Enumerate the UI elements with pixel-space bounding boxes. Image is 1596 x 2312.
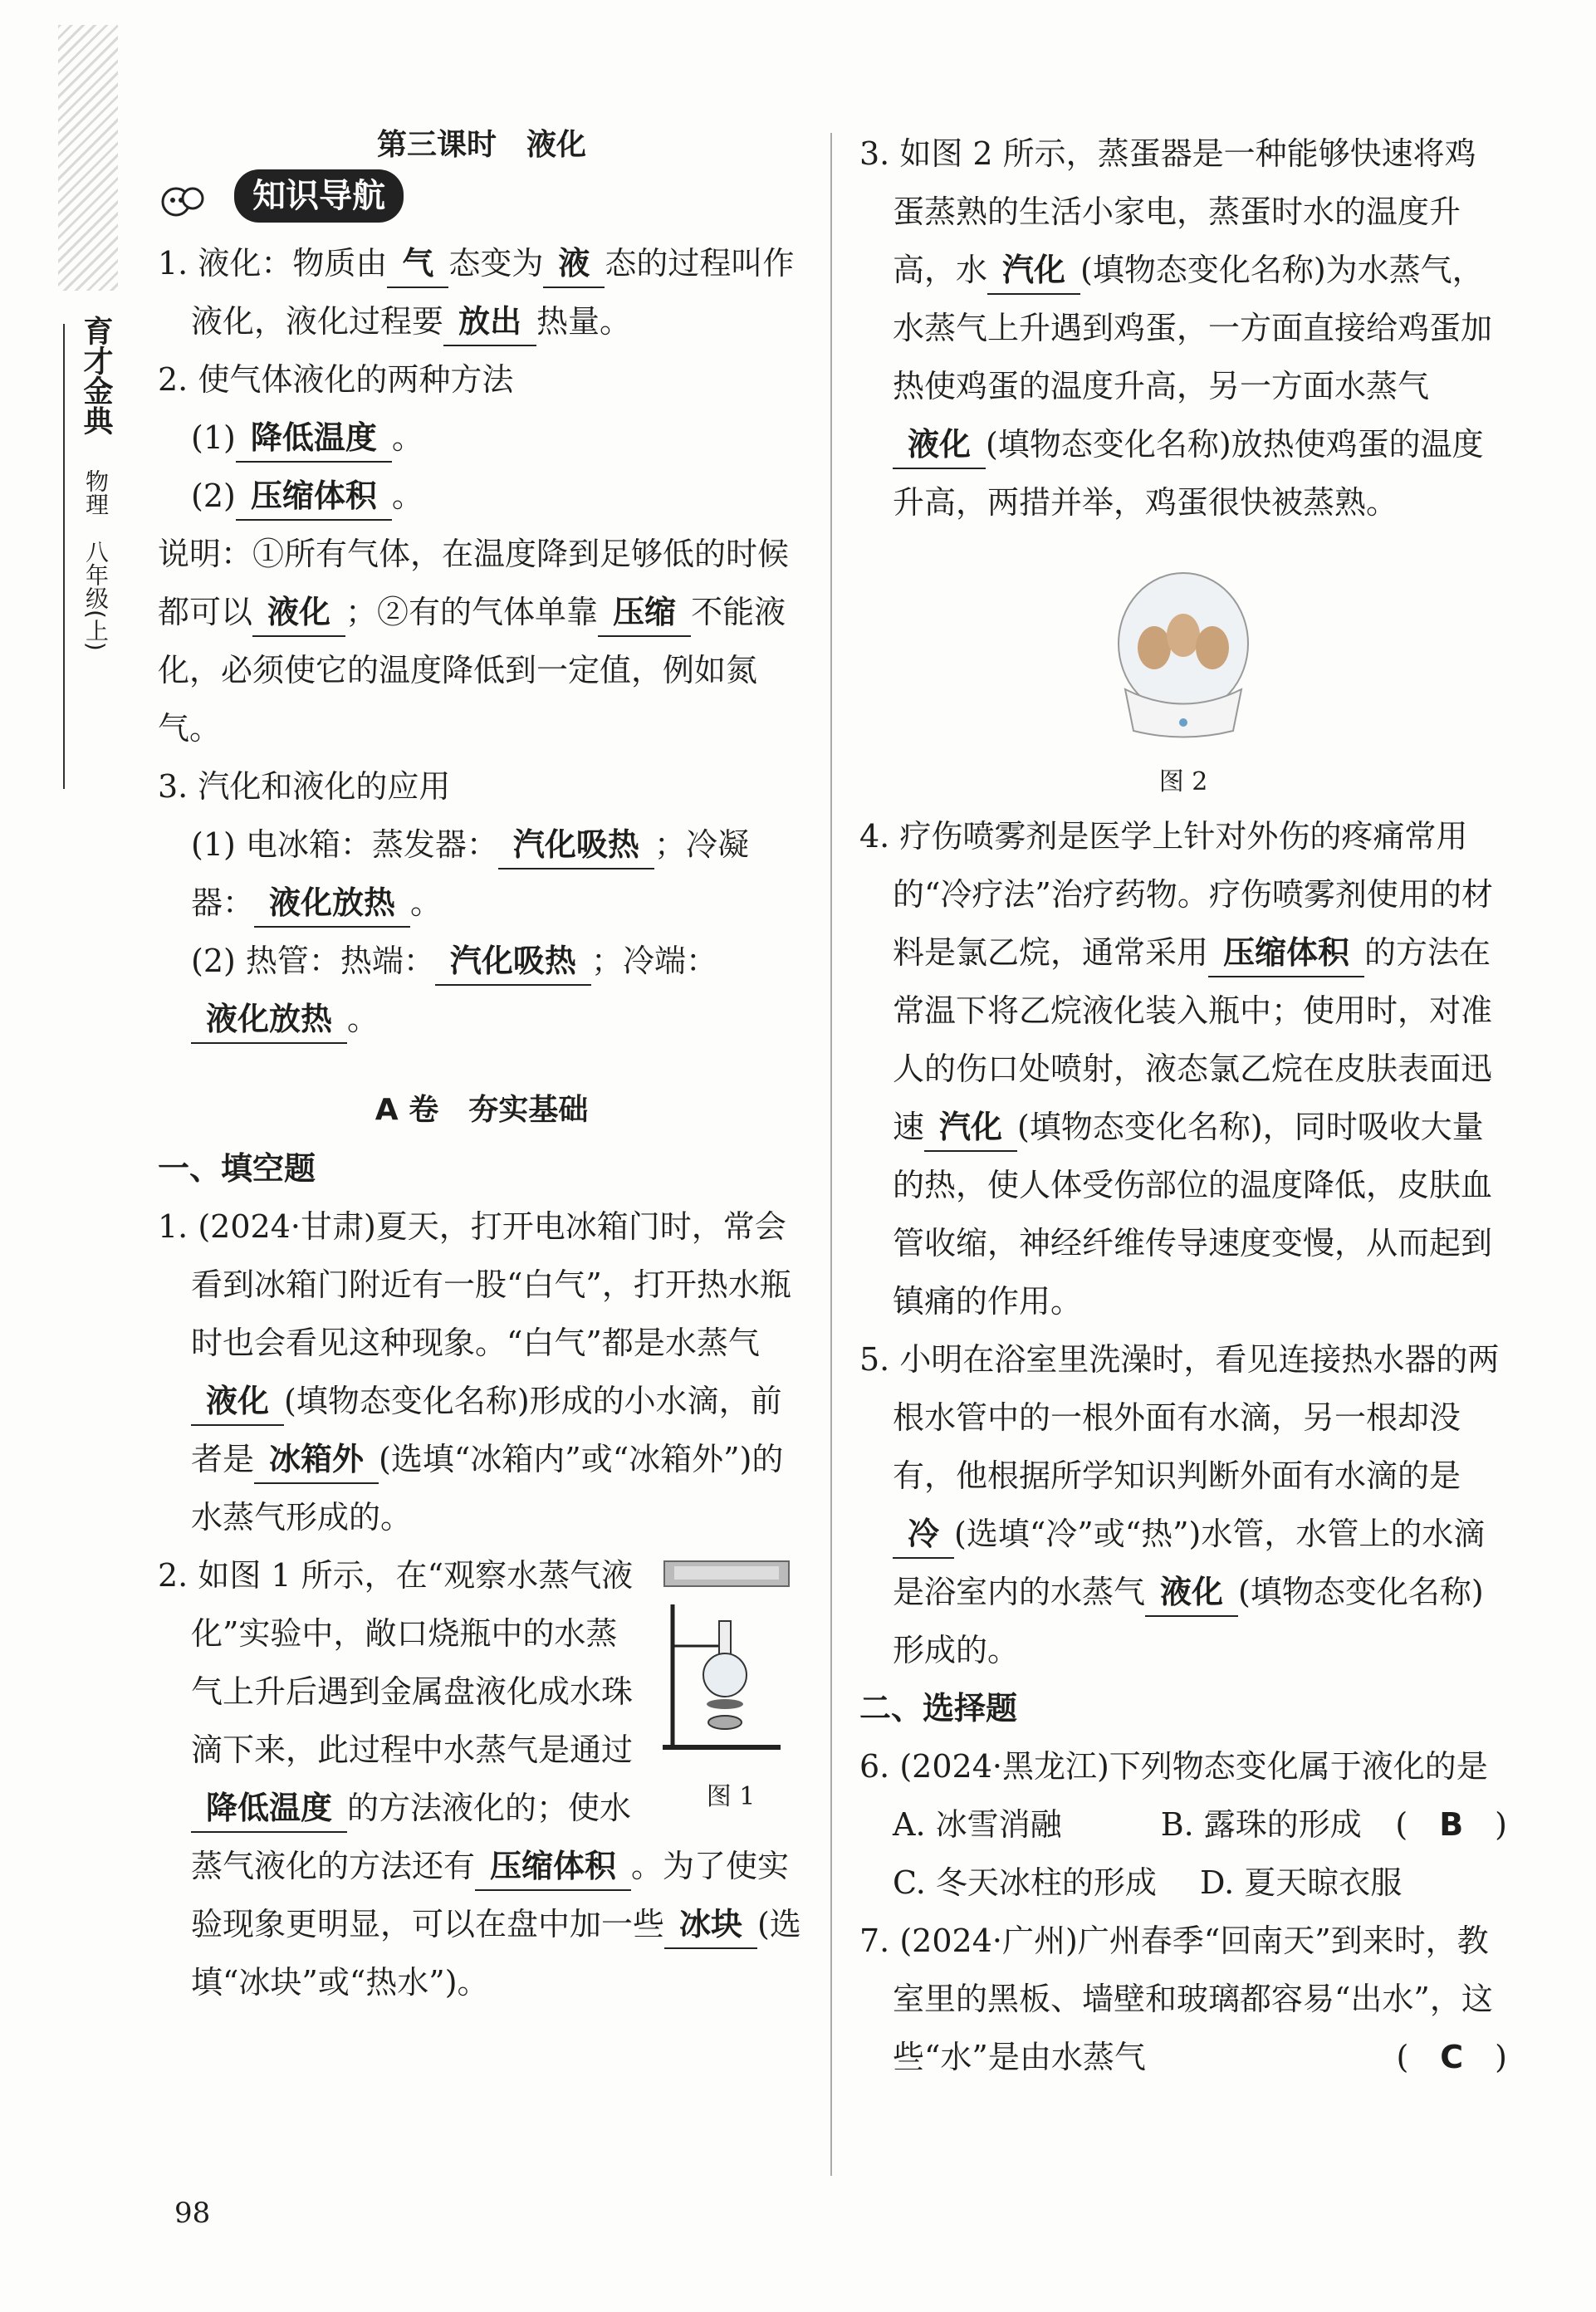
- q6-option-b: B. 露珠的形成: [1160, 1806, 1362, 1843]
- q7-answer: C: [1440, 2039, 1464, 2075]
- q6-options-row-1: [859, 1795, 1428, 1854]
- q1-answer-1: 液化: [191, 1378, 284, 1426]
- subject: 物理: [82, 469, 110, 516]
- sidebar-line: [63, 324, 65, 789]
- q6-option-c: C. 冬天冰柱的形成: [893, 1864, 1157, 1901]
- q5-pre: 5. 小明在浴室里洗澡时，看见连接热水器的两根水管中的一根外面有水滴，另一根却没有，他根据所学知识判断外面有水滴的是: [859, 1341, 1500, 1494]
- k1-mid: 态变为: [448, 245, 544, 282]
- k2-note-answer-1: 液化: [252, 589, 345, 637]
- k3-r1-mid: ；冷凝器：: [191, 826, 749, 921]
- q3-answer-2: 液化: [893, 421, 986, 469]
- q4-answer-2: 汽化: [924, 1104, 1017, 1152]
- q5-mid: (选填“冷”或“热”)水管，水管上的水滴是浴室内的水蒸气: [893, 1516, 1486, 1610]
- k2-note-mid: ；②有的气体单靠: [345, 594, 599, 630]
- brand-name: [66, 316, 125, 444]
- k3-r1-answer-2: 液化放热: [254, 879, 410, 928]
- q2-answer-3: 冰块: [664, 1901, 757, 1949]
- k3-row-2: [158, 932, 805, 1048]
- lesson-title: 第三课时 液化: [376, 128, 586, 162]
- k2-m1-pre: (1): [191, 419, 236, 456]
- column-divider: [830, 133, 832, 2176]
- k2-m1-end: 。: [391, 419, 423, 456]
- q1-pre: 1. (2024·甘肃)夏天，打开电冰箱门时，常会看到冰箱门附近有一股“白气”，打开热水瓶时也会看见这种现象。“白气”都是水蒸气: [158, 1208, 791, 1361]
- k3-r2-mid: ；冷端：: [590, 943, 717, 979]
- q5-post: (填物态变化名称)形成的。: [893, 1574, 1484, 1668]
- k3-row-1: [158, 816, 805, 932]
- q3-pre: 3. 如图 2 所示，蒸蛋器是一种能够快速将鸡蛋蒸熟的生活小家电，蒸蛋时水的温度升高，水: [859, 135, 1476, 288]
- part-1-heading: 一、填空题: [158, 1150, 316, 1187]
- q2-mid2: 。为了使实验现象更明显，可以在盘中加一些: [191, 1848, 790, 1942]
- q2-post: (选填“冰块”或“热水”)。: [191, 1906, 801, 2001]
- right-column: [859, 125, 1507, 2086]
- k2-note: [158, 525, 805, 757]
- q2-pre: 2. 如图 1 所示，在“观察水蒸气液化”实验中，敞口烧瓶中的水蒸气上升后遇到金属盘液化成水珠滴下来，此过程中水蒸气是通过: [158, 1557, 634, 1768]
- question-4: [859, 807, 1507, 1330]
- k2-m2-end: 。: [391, 478, 423, 514]
- q6-text: 6. (2024·黑龙江)下列物态变化属于液化的是: [859, 1748, 1488, 1785]
- k1-pre: 1. 液化：物质由: [158, 245, 388, 282]
- q2-answer-2: 压缩体积: [475, 1843, 631, 1891]
- k3-r1-answer-1: 汽化吸热: [498, 821, 654, 869]
- figure-1-caption: 图 1: [706, 1782, 756, 1811]
- q4-pre: 4. 疗伤喷雾剂是医学上针对外伤的疼痛常用的“冷疗法”治疗药物。疗伤喷雾剂使用的材料是氯乙烷，通常采用: [859, 818, 1493, 971]
- k3-r1-end: 。: [410, 884, 443, 921]
- flask-apparatus-image: [656, 1555, 797, 1762]
- k3-r2-answer-1: 汽化吸热: [435, 938, 591, 986]
- knowledge-1: [158, 234, 805, 350]
- left-column: [158, 125, 805, 2011]
- k2-note-answer-2: 压缩: [598, 589, 691, 637]
- question-1: [158, 1198, 805, 1546]
- decorative-stripe: [58, 25, 118, 291]
- k2-m2-pre: (2): [191, 478, 236, 514]
- question-5: [859, 1330, 1507, 1679]
- q6-answer: B: [1439, 1806, 1464, 1843]
- k2-note-pre: 说明：①所有气体，在温度降到足够低的时候都可以: [158, 536, 790, 630]
- page-number: 98: [174, 2197, 211, 2230]
- q4-mid: 的方法在常温下将乙烷液化装入瓶中；使用时，对准人的伤口处喷射，液态氯乙烷在皮肤表面迅速: [893, 934, 1493, 1145]
- knowledge-2-title: 2. 使气体液化的两种方法: [158, 361, 514, 398]
- egg-steamer-image: [1100, 565, 1266, 747]
- figure-2-caption: 图 2: [1158, 767, 1208, 796]
- k2-method-1: [158, 409, 805, 467]
- q3-answer-1: 汽化: [987, 247, 1080, 295]
- banner-row: [158, 166, 805, 234]
- q5-answer-1: 冷: [893, 1511, 954, 1559]
- q1-post: (选填“冰箱内”或“冰箱外”)的水蒸气形成的。: [191, 1441, 784, 1536]
- question-2-block: [158, 1546, 805, 2011]
- figure-2: [859, 565, 1507, 799]
- k1-answer-2: 液: [543, 240, 605, 288]
- q2-answer-1: 降低温度: [191, 1785, 347, 1833]
- k1-mid2: 态的过程叫作液化，液化过程要: [191, 245, 795, 340]
- question-3: [859, 125, 1507, 531]
- q6-option-d: D. 夏天晾衣服: [1200, 1864, 1403, 1901]
- q4-post: (填物态变化名称)，同时吸收大量的热，使人体受伤部位的温度降低，皮肤血管收缩，神经纤维传导速度变慢，从而起到镇痛的作用。: [893, 1109, 1493, 1320]
- k3-r1-pre: (1) 电冰箱：蒸发器：: [191, 826, 498, 863]
- q5-answer-2: 液化: [1145, 1569, 1238, 1617]
- part-2-heading: 二、选择题: [859, 1690, 1018, 1727]
- q7-answer-paren: ( C ): [1396, 2039, 1507, 2075]
- k1-post: 热量。: [536, 303, 632, 340]
- question-7: [859, 1912, 1507, 2086]
- q6-option-a: A. 冰雪消融: [893, 1806, 1062, 1843]
- knowledge-3-title: 3. 汽化和液化的应用: [158, 768, 451, 805]
- q6-options-row-2: [859, 1854, 1507, 1912]
- k1-answer-3: 放出: [443, 298, 536, 346]
- q2-mid: 的方法液化的；使水蒸气液化的方法还有: [191, 1790, 632, 1884]
- k3-r2-pre: (2) 热管：热端：: [191, 943, 435, 979]
- q4-answer-1: 压缩体积: [1208, 929, 1364, 977]
- q3-post: (填物态变化名称)放热使鸡蛋的温度升高，两措并举，鸡蛋很快被蒸熟。: [893, 426, 1484, 521]
- subject-block: [66, 469, 125, 659]
- k2-method-2: [158, 467, 805, 525]
- q7-text: 7. (2024·广州)广州春季“回南天”到来时，教室里的黑板、墙壁和玻璃都容易“出水”，这些“水”是由水蒸气: [859, 1923, 1493, 2075]
- q3-mid: (填物态变化名称)为水蒸气，水蒸气上升遇到鸡蛋，一方面直接给鸡蛋加热使鸡蛋的温度升高，另一方面水蒸气: [893, 252, 1493, 404]
- k2-note-post: 不能液化，必须使它的温度降低到一定值，例如氮气。: [158, 594, 786, 747]
- q6-answer-paren: ( B ): [1395, 1806, 1507, 1843]
- cartoon-icon: [158, 177, 208, 222]
- k3-r2-answer-2: 液化放热: [191, 996, 347, 1044]
- q1-answer-2: 冰箱外: [254, 1436, 379, 1484]
- q1-mid: (填物态变化名称)形成的小水滴，前者是: [191, 1383, 782, 1477]
- k2-m1-answer: 降低温度: [236, 414, 392, 463]
- k1-answer-1: 气: [387, 240, 448, 288]
- section-title: A 卷 夯实基础: [375, 1093, 589, 1127]
- sidebar: [66, 316, 125, 659]
- figure-1: [656, 1555, 805, 1814]
- k2-m2-answer: 压缩体积: [236, 473, 392, 521]
- brand-text: 育才金典: [79, 316, 113, 435]
- knowledge-banner: 知识导航: [234, 169, 404, 223]
- grade: 八年级(上): [82, 540, 110, 651]
- k3-r2-end: 。: [347, 1001, 379, 1037]
